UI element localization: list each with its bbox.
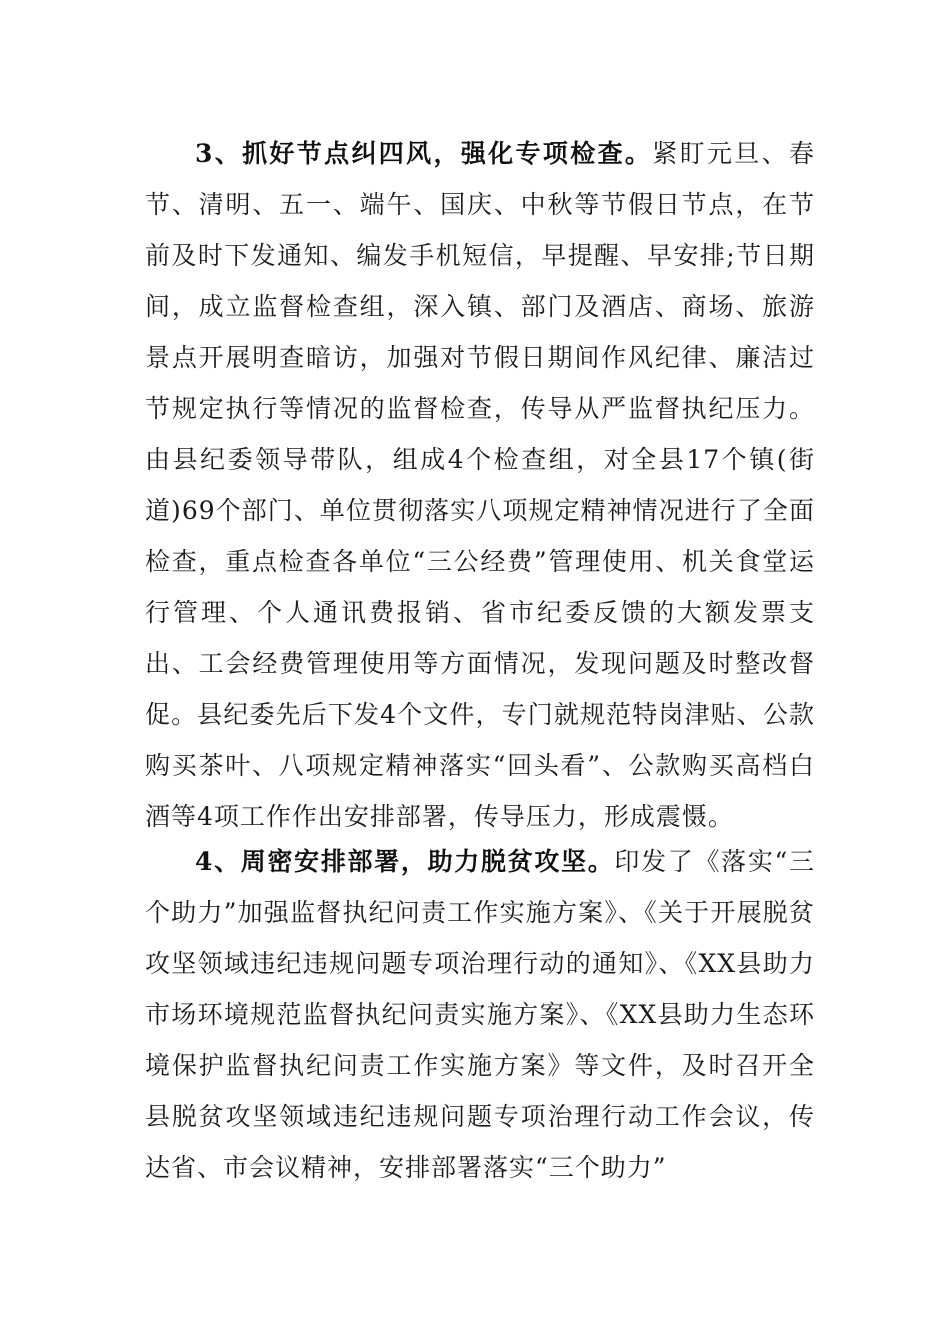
paragraph-body: 印发了《落实“三个助力”加强监督执纪问责工作实施方案》、《关于开展脱贫攻坚领域违纪违规问题专项治理行动的通知》、《XX县助力市场环境规范监督执纪问责实施方案》、《XX县助力生态环境保护监督执纪问责工作实施方案》等文件，及时召开全县脱贫攻坚领域违纪违规问题专项治理行动工作会议，传达省、市会议精神，安排部署落实“三个助力” (145, 847, 815, 1182)
paragraph-section-3 (145, 128, 815, 842)
paragraph-heading: 4、周密安排部署，助力脱贫攻坚。 (195, 847, 615, 876)
paragraph-section-4 (145, 836, 815, 1193)
paragraph-body: 紧盯元旦、春节、清明、五一、端午、国庆、中秋等节假日节点，在节前及时下发通知、编发手机短信，早提醒、早安排;节日期间，成立监督检查组，深入镇、部门及酒店、商场、旅游景点开展明查暗访，加强对节假日期间作风纪律、廉洁过节规定执行等情况的监督检查，传导从严监督执纪压力。由县纪委领导带队，组成4个检查组，对全县17个镇(街道)69个部门、单位贯彻落实八项规定精神情况进行了全面检查，重点检查各单位“三公经费”管理使用、机关食堂运行管理、个人通讯费报销、省市纪委反馈的大额发票支出、工会经费管理使用等方面情况，发现问题及时整改督促。县纪委先后下发4个文件，专门就规范特岗津贴、公款购买茶叶、八项规定精神落实“回头看”、公款购买高档白酒等4项工作作出安排部署，传导压力，形成震慑。 (145, 139, 815, 831)
paragraph-heading: 3、抓好节点纠四风，强化专项检查。 (195, 139, 653, 168)
